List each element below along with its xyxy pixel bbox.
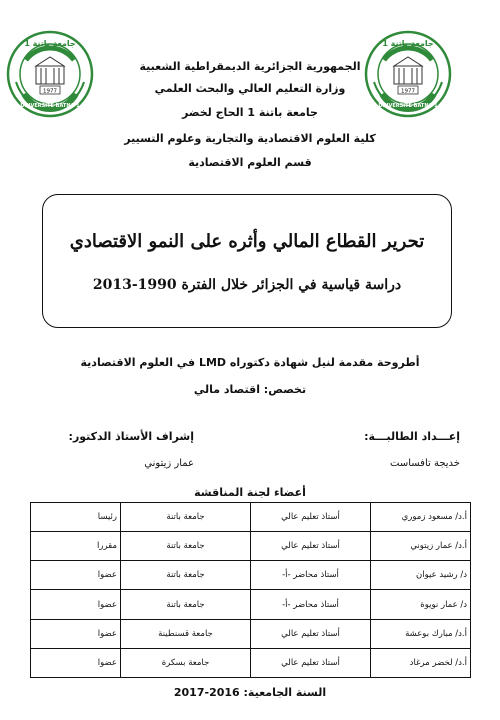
jury-member-name: أ.د/ عمار زيتوني bbox=[371, 532, 471, 561]
degree-statement: أطروحة مقدمة لنيل شهادة دكتوراه LMD في العلوم الاقتصادية bbox=[80, 356, 420, 369]
faculty-heading: كلية العلوم الاقتصادية والتجارية وعلوم التسيير bbox=[124, 132, 376, 145]
jury-member-name: د/ عمار نويوة bbox=[371, 590, 471, 619]
jury-member-rank: أستاذ تعليم عالي bbox=[251, 648, 371, 677]
jury-member-role: عضوا bbox=[31, 561, 121, 590]
university-heading: جامعة باتنة 1 الحاج لخضر bbox=[182, 106, 318, 119]
jury-member-rank: أستاذ محاضر -أ- bbox=[251, 561, 371, 590]
table-row bbox=[31, 619, 471, 648]
university-seal-icon bbox=[6, 30, 94, 118]
thesis-title: تحرير القطاع المالي وأثره على النمو الاقتصادي bbox=[69, 231, 425, 252]
thesis-title-box bbox=[42, 194, 452, 328]
jury-member-university: جامعة قسنطينة bbox=[121, 619, 251, 648]
jury-member-university: جامعة باتنة bbox=[121, 561, 251, 590]
university-logo-right bbox=[364, 30, 452, 118]
table-row bbox=[31, 590, 471, 619]
department-heading: قسم العلوم الاقتصادية bbox=[188, 156, 312, 169]
svg-text:1977: 1977 bbox=[401, 88, 415, 95]
jury-member-name: أ.د/ مسعود زموري bbox=[371, 503, 471, 532]
svg-text:UNIVERSITE BATNA 1: UNIVERSITE BATNA 1 bbox=[20, 103, 80, 109]
jury-table bbox=[30, 502, 471, 678]
jury-member-university: جامعة باتنة bbox=[121, 590, 251, 619]
committee-heading: أعضاء لجنة المناقشة bbox=[194, 486, 306, 499]
jury-member-role: عضوا bbox=[31, 590, 121, 619]
jury-member-rank: أستاذ محاضر -أ- bbox=[251, 590, 371, 619]
jury-member-role: عضوا bbox=[31, 648, 121, 677]
svg-text:UNIVERSITE BATNA 1: UNIVERSITE BATNA 1 bbox=[378, 103, 438, 109]
student-name: خديجة تافساست bbox=[390, 458, 460, 469]
svg-text:1977: 1977 bbox=[43, 88, 57, 95]
table-row bbox=[31, 648, 471, 677]
specialty-statement: تخصص: اقتصاد مالي bbox=[193, 383, 307, 396]
jury-member-rank: أستاذ تعليم عالي bbox=[251, 619, 371, 648]
prepared-by-label: إعـــداد الطالبـــة: bbox=[364, 430, 460, 443]
jury-member-role: رئيسا bbox=[31, 503, 121, 532]
jury-member-name: د/ رشيد عيوان bbox=[371, 561, 471, 590]
svg-text:جامعة باتنة 1: جامعة باتنة 1 bbox=[24, 39, 76, 48]
jury-member-university: جامعة باتنة bbox=[121, 532, 251, 561]
jury-member-role: مقررا bbox=[31, 532, 121, 561]
university-logo-left bbox=[6, 30, 94, 118]
supervisor-label: إشراف الأستاذ الدكتور: bbox=[68, 430, 194, 443]
jury-member-rank: أستاذ تعليم عالي bbox=[251, 503, 371, 532]
republic-heading: الجمهورية الجزائرية الديمقراطية الشعبية bbox=[139, 60, 361, 73]
ministry-heading: وزارة التعليم العالي والبحث العلمي bbox=[154, 82, 346, 95]
jury-member-name: أ.د/ لخضر مرغاد bbox=[371, 648, 471, 677]
thesis-subtitle: دراسة قياسية في الجزائر خلال الفترة 1990-2013 bbox=[92, 277, 402, 293]
jury-member-role: عضوا bbox=[31, 619, 121, 648]
jury-member-university: جامعة باتنة bbox=[121, 503, 251, 532]
supervisor-name: عمار زيتوني bbox=[144, 458, 194, 469]
table-row bbox=[31, 532, 471, 561]
jury-member-name: أ.د/ مبارك بوعشة bbox=[371, 619, 471, 648]
academic-year: السنة الجامعية: 2016-2017 bbox=[173, 686, 327, 699]
jury-member-rank: أستاذ تعليم عالي bbox=[251, 532, 371, 561]
jury-member-university: جامعة بسكرة bbox=[121, 648, 251, 677]
table-row bbox=[31, 561, 471, 590]
table-row bbox=[31, 503, 471, 532]
svg-text:جامعة باتنة 1: جامعة باتنة 1 bbox=[382, 39, 434, 48]
university-seal-icon bbox=[364, 30, 452, 118]
